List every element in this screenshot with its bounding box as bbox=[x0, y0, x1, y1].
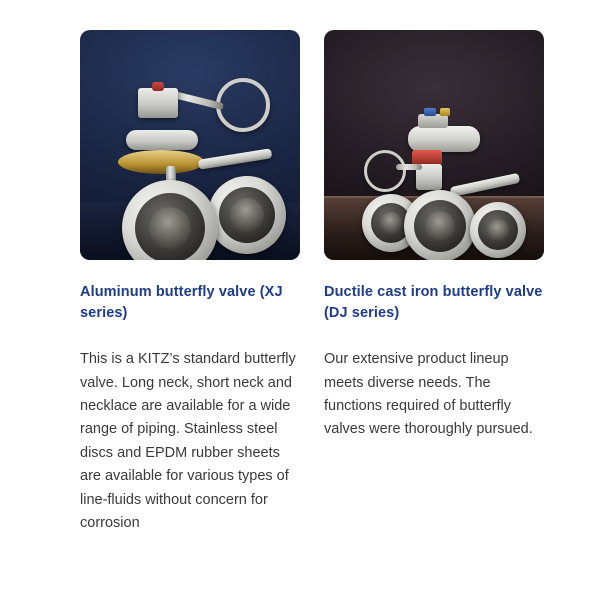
valve-disc-center bbox=[404, 190, 476, 260]
product-description: This is a KITZ’s standard butterfly valve. Long neck, short neck and necklace are available for a wide range of piping. Stainless steel discs and EPDM rubber sheets are available for various types of line-fluids without concern for corrosion bbox=[80, 351, 296, 532]
product-card-xj-series[interactable] bbox=[80, 30, 300, 536]
valve-disc-right bbox=[208, 176, 286, 254]
valve-disc-left bbox=[122, 180, 218, 260]
lever-handle bbox=[450, 173, 521, 197]
gear-operator-housing bbox=[138, 88, 178, 118]
indicator-cap bbox=[152, 82, 164, 91]
actuator-solenoid bbox=[418, 114, 448, 128]
handwheel-shaft bbox=[396, 164, 422, 170]
ductile-cast-iron-butterfly-valve-photo[interactable] bbox=[324, 30, 544, 260]
pneumatic-actuator-body bbox=[408, 126, 480, 152]
product-title: Aluminum butterfly valve (XJ series) bbox=[80, 284, 283, 322]
product-description: Our extensive product lineup meets diverse needs. The functions required of butterfly valves were thoroughly pursued. bbox=[324, 351, 533, 438]
product-grid bbox=[80, 30, 545, 536]
actuator-yellow-cap bbox=[440, 108, 450, 116]
aluminum-butterfly-valve-photo[interactable] bbox=[80, 30, 300, 260]
product-card-dj-series[interactable] bbox=[324, 30, 544, 536]
actuator-blue-cap bbox=[424, 108, 436, 116]
product-title: Ductile cast iron butterfly valve (DJ series) bbox=[324, 284, 543, 322]
upper-valve-neck bbox=[126, 130, 198, 150]
lever-handle bbox=[198, 148, 273, 169]
brass-flange bbox=[118, 150, 204, 174]
valve-disc-right bbox=[470, 202, 526, 258]
handwheel-icon bbox=[216, 78, 270, 132]
handwheel-icon bbox=[364, 150, 406, 192]
